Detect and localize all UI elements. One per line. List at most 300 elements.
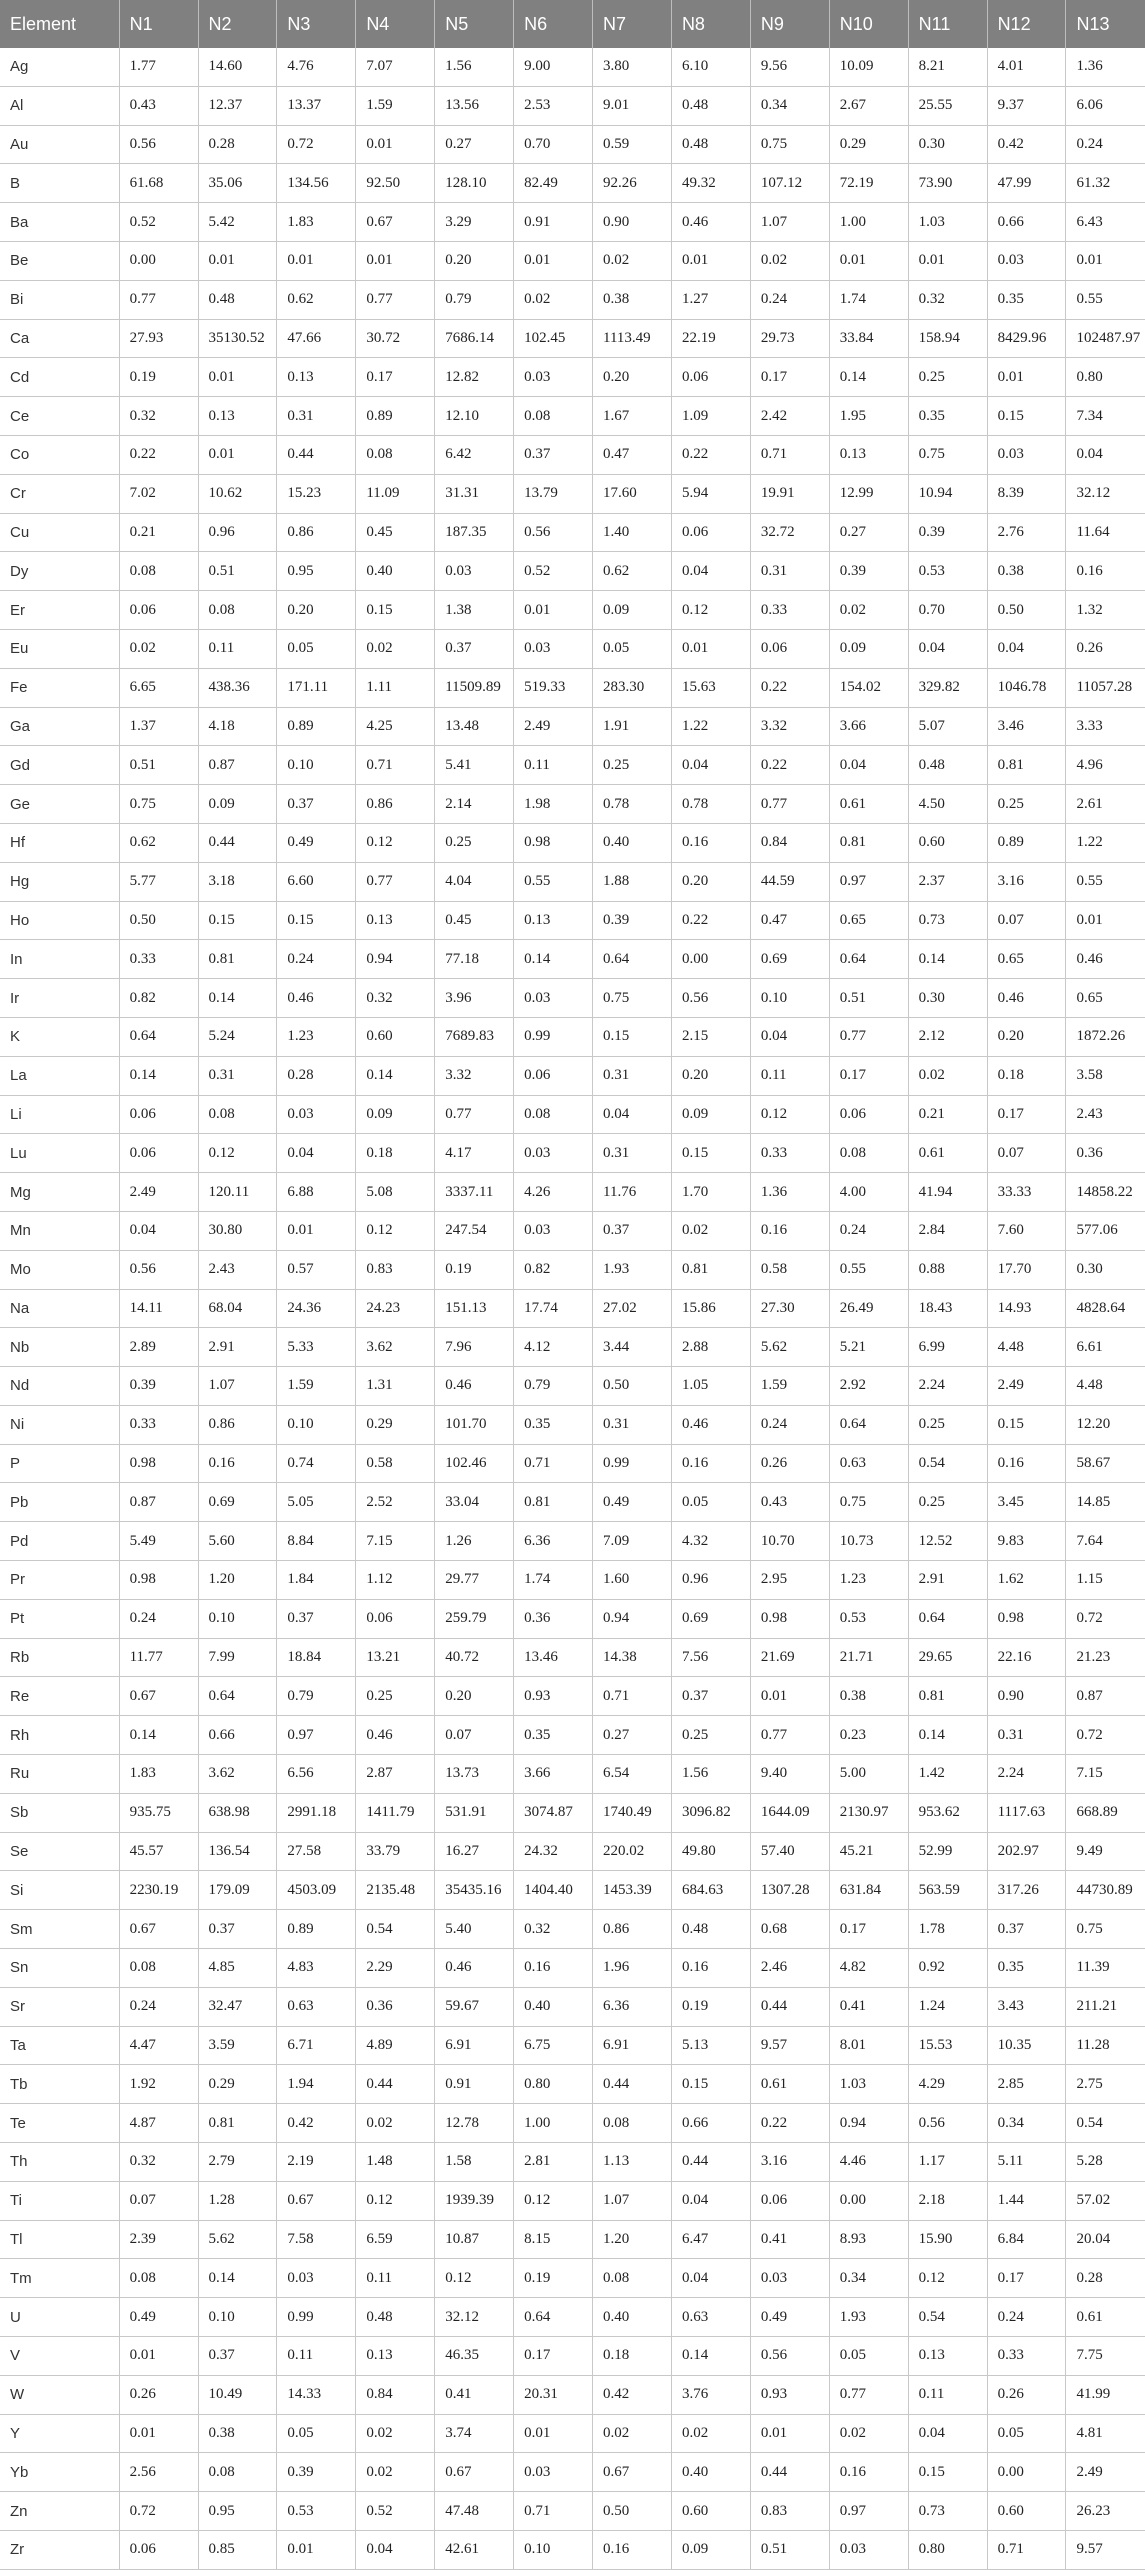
value-cell: 11.64 xyxy=(1066,513,1145,552)
value-cell: 0.02 xyxy=(671,2414,750,2453)
value-cell: 5.11 xyxy=(987,2143,1066,2182)
value-cell: 15.53 xyxy=(908,2026,987,2065)
value-cell: 17.74 xyxy=(514,1289,593,1328)
value-cell: 158.94 xyxy=(908,319,987,358)
value-cell: 0.06 xyxy=(356,1599,435,1638)
table-row xyxy=(0,2220,1145,2259)
element-name-cell: Dy xyxy=(0,552,119,591)
element-name-cell: Lu xyxy=(0,1134,119,1173)
value-cell: 0.45 xyxy=(356,513,435,552)
value-cell: 0.03 xyxy=(514,1211,593,1250)
value-cell: 0.28 xyxy=(1066,2259,1145,2298)
value-cell: 0.90 xyxy=(987,1677,1066,1716)
table-row xyxy=(0,319,1145,358)
value-cell: 0.99 xyxy=(593,1444,672,1483)
value-cell: 0.31 xyxy=(593,1134,672,1173)
value-cell: 0.13 xyxy=(277,358,356,397)
value-cell: 0.19 xyxy=(671,1987,750,2026)
value-cell: 0.03 xyxy=(277,2259,356,2298)
value-cell: 6.65 xyxy=(119,668,198,707)
value-cell: 17.60 xyxy=(593,474,672,513)
value-cell: 11.76 xyxy=(593,1173,672,1212)
value-cell: 0.22 xyxy=(671,901,750,940)
element-name-cell: Be xyxy=(0,241,119,280)
value-cell: 15.86 xyxy=(671,1289,750,1328)
value-cell: 4.96 xyxy=(1066,746,1145,785)
value-cell: 0.16 xyxy=(671,823,750,862)
value-cell: 0.35 xyxy=(987,280,1066,319)
value-cell: 4.12 xyxy=(514,1328,593,1367)
column-header-n13: N13 xyxy=(1066,0,1145,48)
value-cell: 5.41 xyxy=(435,746,514,785)
value-cell: 0.00 xyxy=(671,940,750,979)
value-cell: 5.77 xyxy=(119,862,198,901)
value-cell: 42.61 xyxy=(435,2531,514,2570)
value-cell: 3337.11 xyxy=(435,1173,514,1212)
value-cell: 0.41 xyxy=(435,2375,514,2414)
value-cell: 0.80 xyxy=(1066,358,1145,397)
value-cell: 0.13 xyxy=(356,901,435,940)
value-cell: 7.09 xyxy=(593,1522,672,1561)
value-cell: 0.16 xyxy=(1066,552,1145,591)
value-cell: 29.65 xyxy=(908,1638,987,1677)
element-name-cell: Rb xyxy=(0,1638,119,1677)
table-row xyxy=(0,1522,1145,1561)
value-cell: 0.51 xyxy=(119,746,198,785)
value-cell: 46.35 xyxy=(435,2337,514,2376)
value-cell: 27.02 xyxy=(593,1289,672,1328)
value-cell: 2.92 xyxy=(829,1367,908,1406)
value-cell: 0.14 xyxy=(908,1716,987,1755)
value-cell: 0.66 xyxy=(198,1716,277,1755)
value-cell: 32.72 xyxy=(750,513,829,552)
table-row xyxy=(0,203,1145,242)
value-cell: 4.46 xyxy=(829,2143,908,2182)
value-cell: 0.81 xyxy=(514,1483,593,1522)
value-cell: 0.77 xyxy=(356,862,435,901)
value-cell: 6.36 xyxy=(593,1987,672,2026)
table-row xyxy=(0,1871,1145,1910)
value-cell: 8.39 xyxy=(987,474,1066,513)
element-name-cell: Pd xyxy=(0,1522,119,1561)
value-cell: 5.07 xyxy=(908,707,987,746)
value-cell: 0.25 xyxy=(987,785,1066,824)
value-cell: 0.47 xyxy=(750,901,829,940)
value-cell: 0.16 xyxy=(514,1949,593,1988)
element-name-cell: V xyxy=(0,2337,119,2376)
value-cell: 0.08 xyxy=(593,2259,672,2298)
table-row xyxy=(0,901,1145,940)
value-cell: 26.23 xyxy=(1066,2492,1145,2531)
value-cell: 1939.39 xyxy=(435,2181,514,2220)
value-cell: 32.12 xyxy=(435,2298,514,2337)
value-cell: 0.55 xyxy=(1066,862,1145,901)
value-cell: 1.88 xyxy=(593,862,672,901)
value-cell: 10.73 xyxy=(829,1522,908,1561)
value-cell: 0.13 xyxy=(356,2337,435,2376)
value-cell: 44730.89 xyxy=(1066,1871,1145,1910)
table-body xyxy=(0,48,1145,2569)
value-cell: 4.89 xyxy=(356,2026,435,2065)
value-cell: 107.12 xyxy=(750,164,829,203)
value-cell: 0.02 xyxy=(829,2414,908,2453)
value-cell: 4503.09 xyxy=(277,1871,356,1910)
value-cell: 0.15 xyxy=(277,901,356,940)
value-cell: 68.04 xyxy=(198,1289,277,1328)
value-cell: 0.51 xyxy=(750,2531,829,2570)
value-cell: 1.93 xyxy=(593,1250,672,1289)
value-cell: 1.59 xyxy=(750,1367,829,1406)
value-cell: 0.17 xyxy=(356,358,435,397)
value-cell: 0.29 xyxy=(198,2065,277,2104)
value-cell: 49.32 xyxy=(671,164,750,203)
value-cell: 5.60 xyxy=(198,1522,277,1561)
value-cell: 0.31 xyxy=(987,1716,1066,1755)
value-cell: 0.68 xyxy=(750,1910,829,1949)
value-cell: 1.00 xyxy=(829,203,908,242)
value-cell: 0.25 xyxy=(435,823,514,862)
value-cell: 247.54 xyxy=(435,1211,514,1250)
value-cell: 1.84 xyxy=(277,1561,356,1600)
value-cell: 0.04 xyxy=(829,746,908,785)
value-cell: 0.08 xyxy=(829,1134,908,1173)
value-cell: 0.36 xyxy=(514,1599,593,1638)
value-cell: 0.16 xyxy=(671,1444,750,1483)
value-cell: 0.91 xyxy=(435,2065,514,2104)
value-cell: 0.16 xyxy=(593,2531,672,2570)
value-cell: 2.42 xyxy=(750,397,829,436)
value-cell: 0.66 xyxy=(987,203,1066,242)
value-cell: 1.44 xyxy=(987,2181,1066,2220)
value-cell: 0.05 xyxy=(671,1483,750,1522)
value-cell: 2.39 xyxy=(119,2220,198,2259)
value-cell: 684.63 xyxy=(671,1871,750,1910)
value-cell: 0.81 xyxy=(198,940,277,979)
value-cell: 4.32 xyxy=(671,1522,750,1561)
value-cell: 0.56 xyxy=(119,125,198,164)
value-cell: 0.01 xyxy=(514,2414,593,2453)
value-cell: 0.52 xyxy=(356,2492,435,2531)
value-cell: 0.59 xyxy=(593,125,672,164)
value-cell: 0.14 xyxy=(119,1716,198,1755)
value-cell: 0.62 xyxy=(593,552,672,591)
value-cell: 0.04 xyxy=(593,1095,672,1134)
value-cell: 22.16 xyxy=(987,1638,1066,1677)
value-cell: 0.38 xyxy=(593,280,672,319)
value-cell: 33.33 xyxy=(987,1173,1066,1212)
value-cell: 6.99 xyxy=(908,1328,987,1367)
value-cell: 9.49 xyxy=(1066,1832,1145,1871)
value-cell: 13.56 xyxy=(435,86,514,125)
table-row xyxy=(0,280,1145,319)
value-cell: 5.08 xyxy=(356,1173,435,1212)
value-cell: 0.98 xyxy=(750,1599,829,1638)
value-cell: 0.31 xyxy=(593,1405,672,1444)
element-name-cell: Ce xyxy=(0,397,119,436)
value-cell: 0.61 xyxy=(829,785,908,824)
value-cell: 1.31 xyxy=(356,1367,435,1406)
value-cell: 0.94 xyxy=(356,940,435,979)
value-cell: 5.05 xyxy=(277,1483,356,1522)
value-cell: 0.24 xyxy=(750,1405,829,1444)
value-cell: 0.02 xyxy=(119,629,198,668)
value-cell: 0.99 xyxy=(514,1017,593,1056)
value-cell: 0.03 xyxy=(514,2453,593,2492)
value-cell: 0.12 xyxy=(435,2259,514,2298)
value-cell: 0.60 xyxy=(987,2492,1066,2531)
value-cell: 0.77 xyxy=(750,1716,829,1755)
value-cell: 1.07 xyxy=(198,1367,277,1406)
value-cell: 0.71 xyxy=(750,435,829,474)
value-cell: 1.56 xyxy=(671,1755,750,1794)
value-cell: 2.46 xyxy=(750,1949,829,1988)
value-cell: 4.48 xyxy=(1066,1367,1145,1406)
value-cell: 0.09 xyxy=(829,629,908,668)
value-cell: 40.72 xyxy=(435,1638,514,1677)
value-cell: 0.00 xyxy=(119,241,198,280)
value-cell: 6.61 xyxy=(1066,1328,1145,1367)
table-row xyxy=(0,474,1145,513)
value-cell: 0.35 xyxy=(514,1405,593,1444)
value-cell: 0.27 xyxy=(829,513,908,552)
value-cell: 0.43 xyxy=(119,86,198,125)
value-cell: 3.62 xyxy=(356,1328,435,1367)
value-cell: 0.01 xyxy=(750,1677,829,1716)
value-cell: 0.37 xyxy=(198,2337,277,2376)
value-cell: 0.23 xyxy=(829,1716,908,1755)
value-cell: 8.15 xyxy=(514,2220,593,2259)
value-cell: 35.06 xyxy=(198,164,277,203)
value-cell: 20.31 xyxy=(514,2375,593,2414)
value-cell: 0.11 xyxy=(277,2337,356,2376)
value-cell: 0.99 xyxy=(277,2298,356,2337)
value-cell: 0.03 xyxy=(514,1134,593,1173)
value-cell: 0.14 xyxy=(119,1056,198,1095)
value-cell: 102487.97 xyxy=(1066,319,1145,358)
value-cell: 4828.64 xyxy=(1066,1289,1145,1328)
value-cell: 0.47 xyxy=(593,435,672,474)
value-cell: 1.93 xyxy=(829,2298,908,2337)
value-cell: 0.83 xyxy=(750,2492,829,2531)
value-cell: 0.11 xyxy=(908,2375,987,2414)
value-cell: 0.09 xyxy=(671,1095,750,1134)
value-cell: 3096.82 xyxy=(671,1793,750,1832)
value-cell: 6.42 xyxy=(435,435,514,474)
element-name-cell: Tl xyxy=(0,2220,119,2259)
value-cell: 1.05 xyxy=(671,1367,750,1406)
value-cell: 0.25 xyxy=(908,358,987,397)
element-name-cell: Ga xyxy=(0,707,119,746)
value-cell: 6.75 xyxy=(514,2026,593,2065)
value-cell: 0.44 xyxy=(356,2065,435,2104)
table-row xyxy=(0,48,1145,86)
value-cell: 1046.78 xyxy=(987,668,1066,707)
table-row xyxy=(0,2143,1145,2182)
value-cell: 2.75 xyxy=(1066,2065,1145,2104)
value-cell: 6.43 xyxy=(1066,203,1145,242)
element-name-cell: Si xyxy=(0,1871,119,1910)
value-cell: 0.08 xyxy=(119,1949,198,1988)
element-name-cell: Se xyxy=(0,1832,119,1871)
value-cell: 0.17 xyxy=(987,1095,1066,1134)
value-cell: 0.51 xyxy=(198,552,277,591)
value-cell: 0.49 xyxy=(119,2298,198,2337)
value-cell: 0.54 xyxy=(356,1910,435,1949)
value-cell: 0.86 xyxy=(198,1405,277,1444)
value-cell: 6.88 xyxy=(277,1173,356,1212)
value-cell: 10.09 xyxy=(829,48,908,86)
value-cell: 0.03 xyxy=(435,552,514,591)
value-cell: 8.01 xyxy=(829,2026,908,2065)
table-row xyxy=(0,1599,1145,1638)
value-cell: 0.25 xyxy=(908,1405,987,1444)
value-cell: 52.99 xyxy=(908,1832,987,1871)
value-cell: 0.12 xyxy=(356,1211,435,1250)
value-cell: 1.03 xyxy=(908,203,987,242)
value-cell: 45.57 xyxy=(119,1832,198,1871)
value-cell: 1.36 xyxy=(1066,48,1145,86)
value-cell: 2.53 xyxy=(514,86,593,125)
element-name-cell: Cu xyxy=(0,513,119,552)
value-cell: 0.64 xyxy=(908,1599,987,1638)
value-cell: 1404.40 xyxy=(514,1871,593,1910)
value-cell: 0.95 xyxy=(277,552,356,591)
value-cell: 0.46 xyxy=(277,979,356,1018)
value-cell: 0.48 xyxy=(671,125,750,164)
value-cell: 0.39 xyxy=(119,1367,198,1406)
value-cell: 136.54 xyxy=(198,1832,277,1871)
value-cell: 0.77 xyxy=(356,280,435,319)
value-cell: 0.10 xyxy=(750,979,829,1018)
element-name-cell: Ti xyxy=(0,2181,119,2220)
value-cell: 9.57 xyxy=(750,2026,829,2065)
value-cell: 0.77 xyxy=(435,1095,514,1134)
element-name-cell: W xyxy=(0,2375,119,2414)
value-cell: 3.62 xyxy=(198,1755,277,1794)
value-cell: 7.96 xyxy=(435,1328,514,1367)
value-cell: 0.04 xyxy=(908,2414,987,2453)
value-cell: 0.48 xyxy=(356,2298,435,2337)
value-cell: 0.29 xyxy=(356,1405,435,1444)
value-cell: 0.11 xyxy=(356,2259,435,2298)
value-cell: 0.42 xyxy=(277,2104,356,2143)
value-cell: 0.82 xyxy=(119,979,198,1018)
value-cell: 0.06 xyxy=(671,358,750,397)
element-name-cell: Pr xyxy=(0,1561,119,1600)
value-cell: 0.01 xyxy=(356,125,435,164)
value-cell: 1.48 xyxy=(356,2143,435,2182)
value-cell: 7.34 xyxy=(1066,397,1145,436)
value-cell: 5.24 xyxy=(198,1017,277,1056)
value-cell: 14.85 xyxy=(1066,1483,1145,1522)
value-cell: 0.05 xyxy=(829,2337,908,2376)
value-cell: 1.24 xyxy=(908,1987,987,2026)
value-cell: 10.70 xyxy=(750,1522,829,1561)
value-cell: 0.24 xyxy=(277,940,356,979)
value-cell: 1.59 xyxy=(356,86,435,125)
value-cell: 1411.79 xyxy=(356,1793,435,1832)
value-cell: 0.22 xyxy=(119,435,198,474)
value-cell: 2.76 xyxy=(987,513,1066,552)
value-cell: 0.81 xyxy=(198,2104,277,2143)
table-row xyxy=(0,1987,1145,2026)
value-cell: 0.10 xyxy=(198,2298,277,2337)
value-cell: 102.45 xyxy=(514,319,593,358)
value-cell: 21.71 xyxy=(829,1638,908,1677)
value-cell: 0.94 xyxy=(593,1599,672,1638)
table-row xyxy=(0,358,1145,397)
table-row xyxy=(0,125,1145,164)
value-cell: 0.32 xyxy=(908,280,987,319)
value-cell: 0.08 xyxy=(514,1095,593,1134)
value-cell: 31.31 xyxy=(435,474,514,513)
value-cell: 6.56 xyxy=(277,1755,356,1794)
value-cell: 3074.87 xyxy=(514,1793,593,1832)
value-cell: 0.52 xyxy=(514,552,593,591)
value-cell: 0.82 xyxy=(514,1250,593,1289)
value-cell: 1.59 xyxy=(277,1367,356,1406)
value-cell: 15.63 xyxy=(671,668,750,707)
value-cell: 0.03 xyxy=(829,2531,908,2570)
value-cell: 0.89 xyxy=(277,707,356,746)
value-cell: 0.38 xyxy=(829,1677,908,1716)
value-cell: 5.21 xyxy=(829,1328,908,1367)
value-cell: 0.13 xyxy=(514,901,593,940)
value-cell: 0.04 xyxy=(908,629,987,668)
value-cell: 11.28 xyxy=(1066,2026,1145,2065)
element-name-cell: Pb xyxy=(0,1483,119,1522)
value-cell: 0.35 xyxy=(987,1949,1066,1988)
table-row xyxy=(0,86,1145,125)
value-cell: 5.13 xyxy=(671,2026,750,2065)
value-cell: 0.07 xyxy=(987,901,1066,940)
value-cell: 2.18 xyxy=(908,2181,987,2220)
value-cell: 13.46 xyxy=(514,1638,593,1677)
column-header-n2: N2 xyxy=(198,0,277,48)
value-cell: 0.46 xyxy=(987,979,1066,1018)
value-cell: 0.14 xyxy=(829,358,908,397)
value-cell: 0.17 xyxy=(514,2337,593,2376)
table-row xyxy=(0,2298,1145,2337)
value-cell: 329.82 xyxy=(908,668,987,707)
value-cell: 0.49 xyxy=(593,1483,672,1522)
element-name-cell: Y xyxy=(0,2414,119,2453)
value-cell: 0.22 xyxy=(671,435,750,474)
value-cell: 0.98 xyxy=(514,823,593,862)
value-cell: 0.27 xyxy=(593,1716,672,1755)
table-row xyxy=(0,2414,1145,2453)
table-row xyxy=(0,1677,1145,1716)
value-cell: 0.42 xyxy=(987,125,1066,164)
value-cell: 3.43 xyxy=(987,1987,1066,2026)
value-cell: 3.76 xyxy=(671,2375,750,2414)
value-cell: 0.09 xyxy=(671,2531,750,2570)
element-name-cell: Ag xyxy=(0,48,119,86)
value-cell: 0.67 xyxy=(356,203,435,242)
value-cell: 2.49 xyxy=(1066,2453,1145,2492)
value-cell: 0.69 xyxy=(750,940,829,979)
value-cell: 0.37 xyxy=(277,1599,356,1638)
value-cell: 0.71 xyxy=(514,1444,593,1483)
value-cell: 0.67 xyxy=(119,1910,198,1949)
value-cell: 33.84 xyxy=(829,319,908,358)
value-cell: 24.32 xyxy=(514,1832,593,1871)
value-cell: 0.30 xyxy=(908,979,987,1018)
value-cell: 0.04 xyxy=(671,746,750,785)
column-header-n11: N11 xyxy=(908,0,987,48)
value-cell: 0.17 xyxy=(829,1910,908,1949)
value-cell: 0.72 xyxy=(119,2492,198,2531)
